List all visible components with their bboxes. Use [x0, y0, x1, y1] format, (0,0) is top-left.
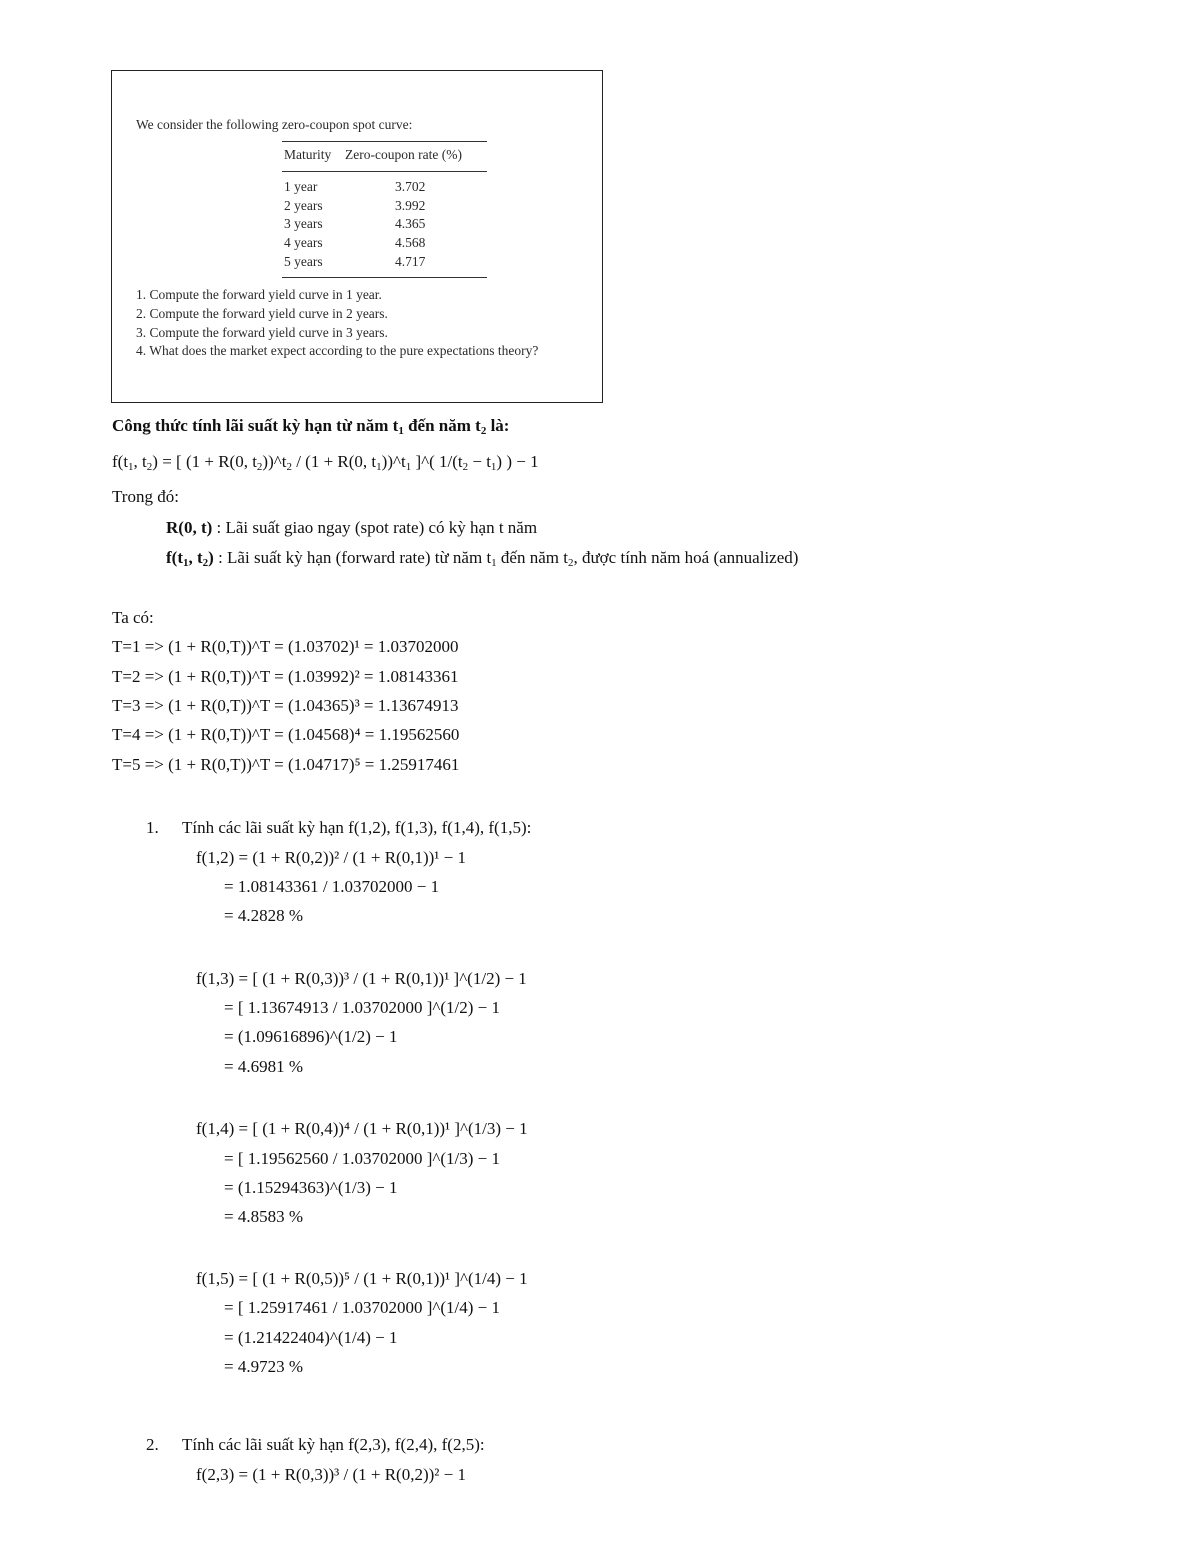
calc-line: = [ 1.19562560 / 1.03702000 ]^(1/3) − 1 — [224, 1149, 500, 1168]
where-label: Trong đó: — [112, 487, 179, 506]
table-row — [282, 197, 487, 216]
spot-curve-table — [282, 141, 487, 278]
maturity-cell: 5 years — [282, 252, 343, 277]
calc-line: = [ 1.25917461 / 1.03702000 ]^(1/4) − 1 — [224, 1298, 500, 1317]
table-row — [282, 234, 487, 253]
rate-cell: 3.702 — [395, 179, 426, 195]
calc-result: = 4.2828 % — [224, 906, 303, 925]
question-list — [136, 287, 538, 362]
part1-number: 1. — [146, 818, 159, 837]
part2-title: Tính các lãi suất kỳ hạn f(2,3), f(2,4), f(2,5): — [182, 1435, 485, 1454]
calc-line: f(1,5) = [ (1 + R(0,5))⁵ / (1 + R(0,1))¹ ]^(1/4) − 1 — [196, 1269, 528, 1288]
calc-result: = 4.9723 % — [224, 1357, 303, 1376]
calc-line: f(1,2) = (1 + R(0,2))² / (1 + R(0,1))¹ − 1 — [196, 848, 466, 867]
calc-result: = 4.6981 % — [224, 1057, 303, 1076]
column-header-rate: Zero-coupon rate (%) — [343, 142, 487, 172]
part1-title: Tính các lãi suất kỳ hạn f(1,2), f(1,3), f(1,4), f(1,5): — [182, 818, 532, 837]
calc-line: = (1.21422404)^(1/4) − 1 — [224, 1328, 398, 1347]
definition-forward-rate: $f(t_1$, $t_2$) : Lãi suất kỳ hạn (forward rate) từ năm $t_1$ đến năm $t_2$, được tính năm hoá (annualized) — [166, 548, 799, 569]
table-row — [282, 172, 487, 197]
calc-line: f(2,3) = (1 + R(0,3))³ / (1 + R(0,2))² − 1 — [196, 1465, 466, 1484]
calc-line: f(1,4) = [ (1 + R(0,4))⁴ / (1 + R(0,1))¹ ]^(1/3) − 1 — [196, 1119, 528, 1138]
table-row — [282, 252, 487, 277]
definition-spot-rate: R(0, t) : Lãi suất giao ngay (spot rate) có kỳ hạn t năm — [166, 518, 538, 537]
rate-cell: 4.568 — [395, 235, 426, 251]
calc-line: = (1.09616896)^(1/2) − 1 — [224, 1027, 398, 1046]
table-header-row — [282, 142, 487, 172]
calc-line: f(1,3) = [ (1 + R(0,3))³ / (1 + R(0,1))¹ ]^(1/2) − 1 — [196, 969, 527, 988]
rate-cell: 4.365 — [395, 216, 426, 232]
problem-statement-image — [111, 70, 603, 403]
forward-rate-formula: $f(t_1$, $t_2$) = [ (1 + R(0, $t_2))\^{}t_2 / (1 + R(0$, $t_1))\^{}t_1$ ]^( $1/(t_2 - t_1)$ ) − 1 — [112, 452, 539, 473]
maturity-cell: 3 years — [284, 216, 323, 232]
given-heading: Ta có: — [112, 608, 154, 627]
part2-number: 2. — [146, 1435, 159, 1454]
rate-cell: 3.992 — [395, 197, 426, 213]
maturity-cell: 1 year — [284, 179, 318, 195]
formula-heading: Công thức tính lãi suất kỳ hạn từ năm $t_1$ đến năm $t_2$ là: — [112, 416, 510, 437]
maturity-cell: 4 years — [284, 235, 323, 251]
given-line: T=1 => (1 + R(0,T))^T = (1.03702)¹ = 1.03702000 — [112, 637, 459, 656]
question-item: 3. Compute the forward yield curve in 3 years. — [136, 324, 388, 340]
problem-intro: We consider the following zero-coupon spot curve: — [136, 117, 413, 132]
given-line: T=5 => (1 + R(0,T))^T = (1.04717)⁵ = 1.25917461 — [112, 755, 460, 774]
question-item: 1. Compute the forward yield curve in 1 year. — [136, 287, 382, 302]
given-line: T=3 => (1 + R(0,T))^T = (1.04365)³ = 1.13674913 — [112, 696, 459, 715]
column-header-maturity: Maturity — [282, 142, 343, 172]
given-line: T=2 => (1 + R(0,T))^T = (1.03992)² = 1.08143361 — [112, 667, 459, 686]
calc-line: = [ 1.13674913 / 1.03702000 ]^(1/2) − 1 — [224, 998, 500, 1017]
calc-line: = 1.08143361 / 1.03702000 − 1 — [224, 877, 440, 896]
calc-line: = (1.15294363)^(1/3) − 1 — [224, 1178, 398, 1197]
question-item: 4. What does the market expect according to the pure expectations theory? — [136, 343, 539, 359]
rate-cell: 4.717 — [343, 252, 487, 277]
given-line: T=4 => (1 + R(0,T))^T = (1.04568)⁴ = 1.19562560 — [112, 725, 460, 744]
calc-result: = 4.8583 % — [224, 1207, 303, 1226]
table-row — [282, 215, 487, 234]
maturity-cell: 2 years — [284, 197, 323, 213]
question-item: 2. Compute the forward yield curve in 2 years. — [136, 305, 388, 321]
